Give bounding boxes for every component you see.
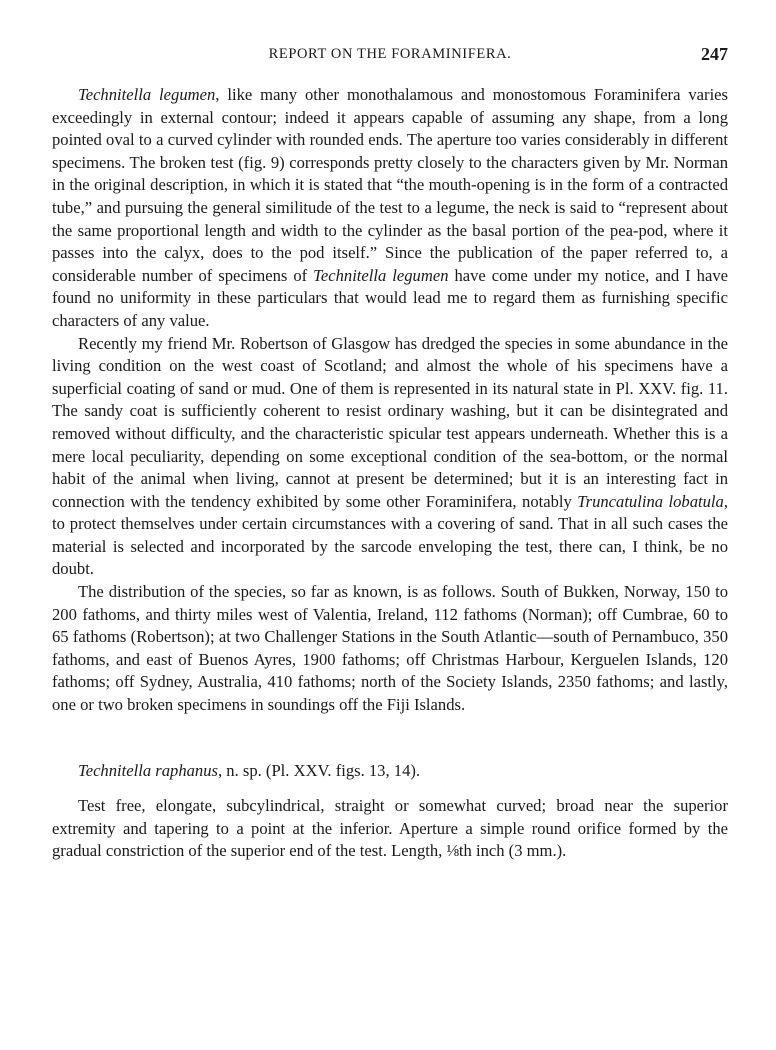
section-heading-text: , n. sp. (Pl. XXV. figs. 13, 14). [217,760,421,780]
species-name: Technitella raphanus [78,760,218,780]
page-number: 247 [701,44,728,64]
paragraph-text: , like many other monothalamous and monostomous Foraminifera varies exceedingly in external contour; indeed it appears capable of assuming any shape, from a long pointed oval to a curved cylinder with rounded ends. The aperture too varies considerably in different specimens. The broken test (fig. 9) corresponds pretty closely to the characters given by Mr. Norman in the original description, in which it is stated that “the mouth-opening is in the form of a contracted tube,” and pursuing the general similitude of the test to a legume, the neck is said to “represent about the same proportional length and width to the cylinder as the basal portion of the pea-pod, where it passes into the calyx, does to the pod itself.” Since the publication of the paper referred to, a considerable number of specimens of [52,85,728,285]
species-name: Technitella legumen [313,265,449,285]
paragraph-description [52,795,728,863]
paragraph-text: inch (3 mm.). [471,841,567,861]
paragraph-text: Recently my friend Mr. Robertson of Glasgow has dredged the species in some abundance in the living condition on the west coast of Scotland; and almost the whole of his specimens have a superficial coating of sand or mud. One of them is represented in its natural state in Pl. XXV. fig. 11. The sandy coat is sufficiently coherent to resist ordinary washing, but it can be disintegrated and removed without difficulty, and the characteristic spicular test appears underneath. Whether this is a mere local peculiarity, depending on some exceptional condition of the sea-bottom, or the normal habit of the animal when living, cannot at present be determined; but it is an interesting fact in connection with the tendency exhibited by some other Foraminifera, notably [52,333,728,511]
page-header [52,44,728,68]
species-name: Truncatulina lobatula [577,491,724,511]
species-name: Technitella legumen [78,85,216,104]
paragraph-distribution: The distribution of the species, so far as known, is as follows. South of Bukken, Norway, 150 to 200 fathoms, and thirty miles west of Valentia, Ireland, 112 fathoms (Norman); off Cumbrae, 60 to 65 fathoms (Robertson); at two Challenger Stations in the South Atlantic—south of Pernambuco, 350 fathoms, and east of Buenos Ayres, 1900 fathoms; off Christmas Harbour, Kerguelen Islands, 120 fathoms; off Sydney, Australia, 410 fathoms; north of the Society Islands, 2350 fathoms; and lastly, one or two broken specimens in soundings off the Fiji Islands. [52,582,728,715]
body-text [52,84,728,863]
fraction: ⅛th [446,841,472,861]
paragraph-text: Test free, elongate, subcylindrical, straight or somewhat curved; broad near the superior extremity and tapering to a point at the inferior. Aperture a simple round orifice formed by the gradual constriction of the superior end of the test. Length, [52,796,728,861]
paragraph-text: have come under my notice, and I have found no uniformity in these particulars that would lead me to regard them as furnishing specific characters of any value. [52,265,729,330]
paragraph-robertson [52,333,728,582]
paragraph-text: , to protect themselves under certain circumstances with a covering of sand. That in all such cases the material is selected and incorporated by the sarcode enveloping the test, there can, I think, be no doubt. [52,491,728,579]
paragraph-legumen [52,84,728,333]
section-heading [52,760,728,783]
running-title: REPORT ON THE FORAMINIFERA. [268,46,512,62]
